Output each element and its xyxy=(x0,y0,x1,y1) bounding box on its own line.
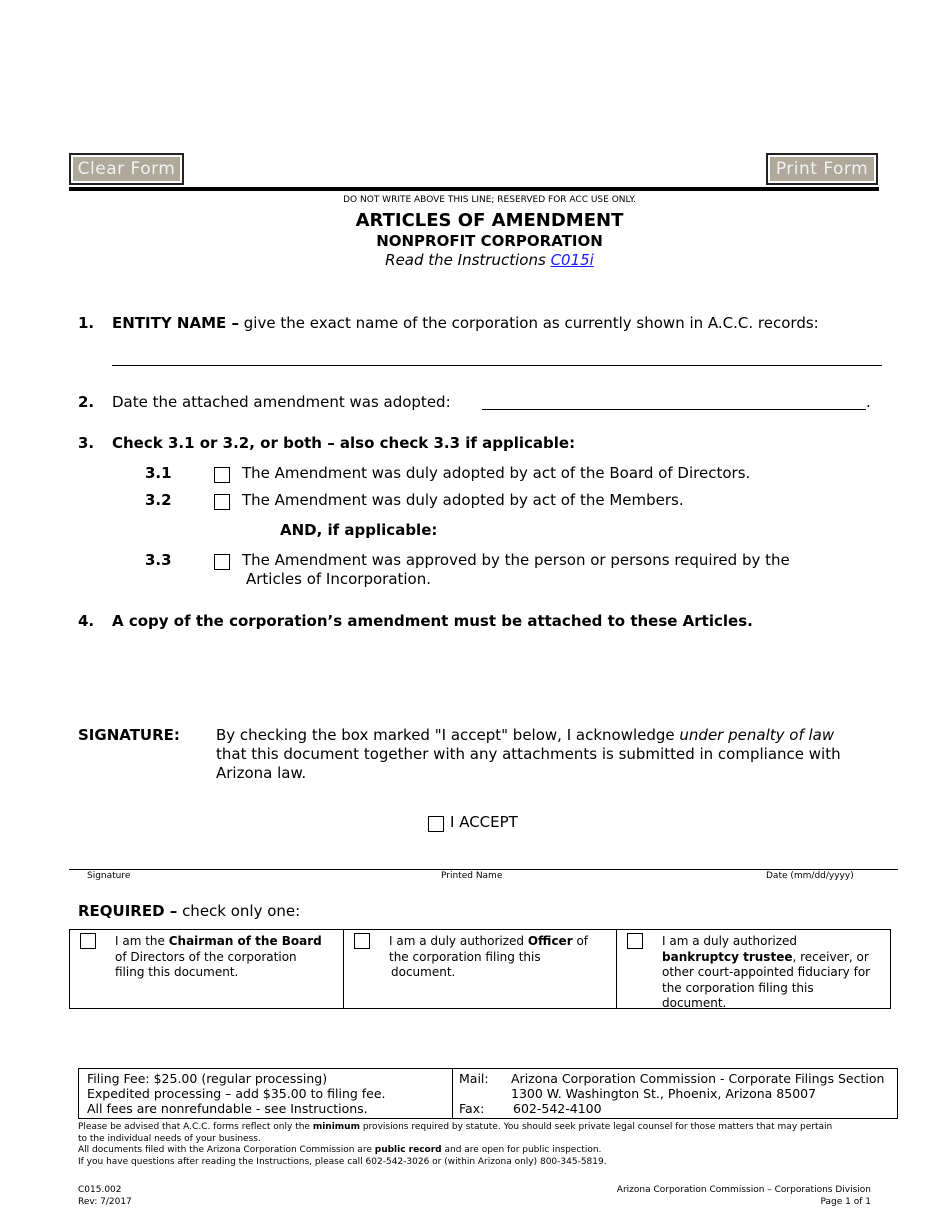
date-label: Date (mm/dd/yyyy) xyxy=(766,871,854,881)
item-2-period: . xyxy=(866,393,871,411)
officer-text xyxy=(389,934,588,981)
capacity-option-chairman xyxy=(70,930,344,1009)
option-3-3-number: 3.3 xyxy=(145,551,172,569)
chairman-pre: I am the xyxy=(115,934,165,948)
required-heading xyxy=(78,902,300,920)
signature-text-pre: By checking the box marked "I accept" below, I acknowledge xyxy=(216,726,675,744)
signature-statement xyxy=(216,726,896,783)
signature-statement-line1 xyxy=(216,726,896,745)
capacity-options-table xyxy=(69,929,891,1009)
fax-label: Fax: xyxy=(459,1101,485,1116)
signature-statement-line3: Arizona law. xyxy=(216,764,307,782)
chairman-line3: filing this document. xyxy=(115,965,239,979)
chairman-checkbox[interactable] xyxy=(80,933,96,949)
item-2-label: Date the attached amendment was adopted: xyxy=(112,393,451,411)
and-if-applicable-label: AND, if applicable: xyxy=(280,521,438,539)
note1-post: provisions required by statute. You should seek private legal counsel for those matters that may pertain xyxy=(362,1122,833,1132)
officer-line2: the corporation filing this xyxy=(389,949,541,964)
note3-pre: All documents filed with the Arizona Corporation Commission are xyxy=(78,1145,372,1155)
item-3-number: 3. xyxy=(78,434,95,452)
instructions-prefix: Read the Instructions xyxy=(385,251,546,269)
item-1-text: give the exact name of the corporation as currently shown in A.C.C. records: xyxy=(243,314,819,332)
required-bold: REQUIRED – xyxy=(78,902,178,920)
officer-post: of xyxy=(576,934,589,948)
form-code-block xyxy=(78,1185,132,1208)
print-form-button[interactable]: Print Form xyxy=(766,153,878,185)
i-accept-checkbox[interactable] xyxy=(428,816,444,832)
printed-name-label: Printed Name xyxy=(441,871,503,881)
note3-post: and are open for public inspection. xyxy=(444,1145,602,1155)
trustee-line4: the corporation filing this xyxy=(662,980,814,995)
capacity-option-trustee xyxy=(617,930,891,1009)
fee-line3: All fees are nonrefundable - see Instructions. xyxy=(87,1101,368,1116)
page-number: Page 1 of 1 xyxy=(820,1196,871,1207)
instructions-line xyxy=(0,251,950,269)
entity-name-field[interactable] xyxy=(112,365,882,366)
item-3-heading: Check 3.1 or 3.2, or both – also check 3.3 if applicable: xyxy=(112,434,576,452)
option-3-1-text: The Amendment was duly adopted by act of the Board of Directors. xyxy=(242,464,751,482)
required-text: check only one: xyxy=(182,902,301,920)
capacity-option-officer xyxy=(344,930,617,1009)
option-3-3-line1: The Amendment was approved by the person or persons required by the xyxy=(242,551,790,569)
trustee-bold: bankruptcy trustee xyxy=(662,949,793,964)
trustee-checkbox[interactable] xyxy=(627,933,643,949)
page-subtitle: NONPROFIT CORPORATION xyxy=(376,232,603,250)
chairman-text xyxy=(115,934,322,981)
signature-statement-line2: that this document together with any attachments is submitted in compliance with xyxy=(216,745,841,763)
officer-bold: Officer xyxy=(527,934,573,948)
signature-line[interactable] xyxy=(69,869,898,870)
signature-label: SIGNATURE: xyxy=(78,726,180,744)
fax-number: 602-542-4100 xyxy=(513,1101,602,1116)
amendment-date-field[interactable] xyxy=(482,409,866,410)
option-3-2-number: 3.2 xyxy=(145,491,172,509)
option-3-3-checkbox[interactable] xyxy=(214,554,230,570)
footer-notes xyxy=(78,1122,898,1168)
item-4-text: A copy of the corporation’s amendment must be attached to these Articles. xyxy=(112,612,753,630)
form-revision: Rev: 7/2017 xyxy=(78,1196,132,1207)
trustee-line3: other court-appointed fiduciary for xyxy=(662,965,871,979)
item-1-number: 1. xyxy=(78,314,95,332)
agency-name: Arizona Corporation Commission – Corporations Division xyxy=(616,1185,871,1195)
fee-cell xyxy=(79,1069,453,1119)
i-accept-label: I ACCEPT xyxy=(450,813,518,831)
item-2-number: 2. xyxy=(78,393,95,411)
reserved-note: DO NOT WRITE ABOVE THIS LINE; RESERVED FOR ACC USE ONLY. xyxy=(343,195,636,205)
signature-field-label: Signature xyxy=(87,871,131,881)
trustee-line5: document. xyxy=(662,996,727,1010)
agency-block xyxy=(560,1185,871,1208)
officer-pre: I am a duly authorized xyxy=(389,934,525,948)
trustee-text xyxy=(662,934,870,1012)
mail-label: Mail: xyxy=(459,1071,489,1086)
mail-cell xyxy=(453,1069,898,1119)
note4: If you have questions after reading the Instructions, please call 602-542-3026 or (within Arizona only) 800-345-5819. xyxy=(78,1156,607,1167)
clear-form-button[interactable]: Clear Form xyxy=(69,153,184,185)
option-3-2-text: The Amendment was duly adopted by act of the Members. xyxy=(242,491,684,509)
page-title: ARTICLES OF AMENDMENT xyxy=(355,210,624,231)
note2: to the individual needs of your business. xyxy=(78,1133,261,1144)
mail-line1: Arizona Corporation Commission - Corporate Filings Section xyxy=(511,1071,885,1086)
acc-reserved-line xyxy=(69,187,879,191)
item-1-label xyxy=(112,314,819,332)
officer-checkbox[interactable] xyxy=(354,933,370,949)
option-3-1-checkbox[interactable] xyxy=(214,467,230,483)
option-3-1-number: 3.1 xyxy=(145,464,172,482)
instructions-link[interactable]: C015i xyxy=(550,251,594,269)
note1-pre: Please be advised that A.C.C. forms reflect only the xyxy=(78,1122,310,1132)
mail-line2: 1300 W. Washington St., Phoenix, Arizona 85007 xyxy=(511,1086,817,1101)
chairman-line2: of Directors of the corporation xyxy=(115,949,297,964)
fee-line2: Expedited processing – add $35.00 to filing fee. xyxy=(87,1086,386,1101)
fee-info-table xyxy=(78,1068,898,1119)
option-3-3-line2: Articles of Incorporation. xyxy=(246,570,432,588)
fee-line1: Filing Fee: $25.00 (regular processing) xyxy=(87,1071,328,1086)
item-4-number: 4. xyxy=(78,612,95,630)
note3-bold: public record xyxy=(374,1145,442,1155)
signature-text-italic: under penalty of law xyxy=(679,726,835,744)
trustee-post: , receiver, or xyxy=(792,949,869,964)
item-1-bold: ENTITY NAME – xyxy=(112,314,239,332)
form-code: C015.002 xyxy=(78,1185,122,1195)
note1-bold: minimum xyxy=(312,1122,360,1132)
option-3-2-checkbox[interactable] xyxy=(214,494,230,510)
chairman-bold: Chairman of the Board xyxy=(168,934,322,948)
trustee-line1: I am a duly authorized xyxy=(662,934,798,948)
officer-line3: document. xyxy=(391,965,456,979)
